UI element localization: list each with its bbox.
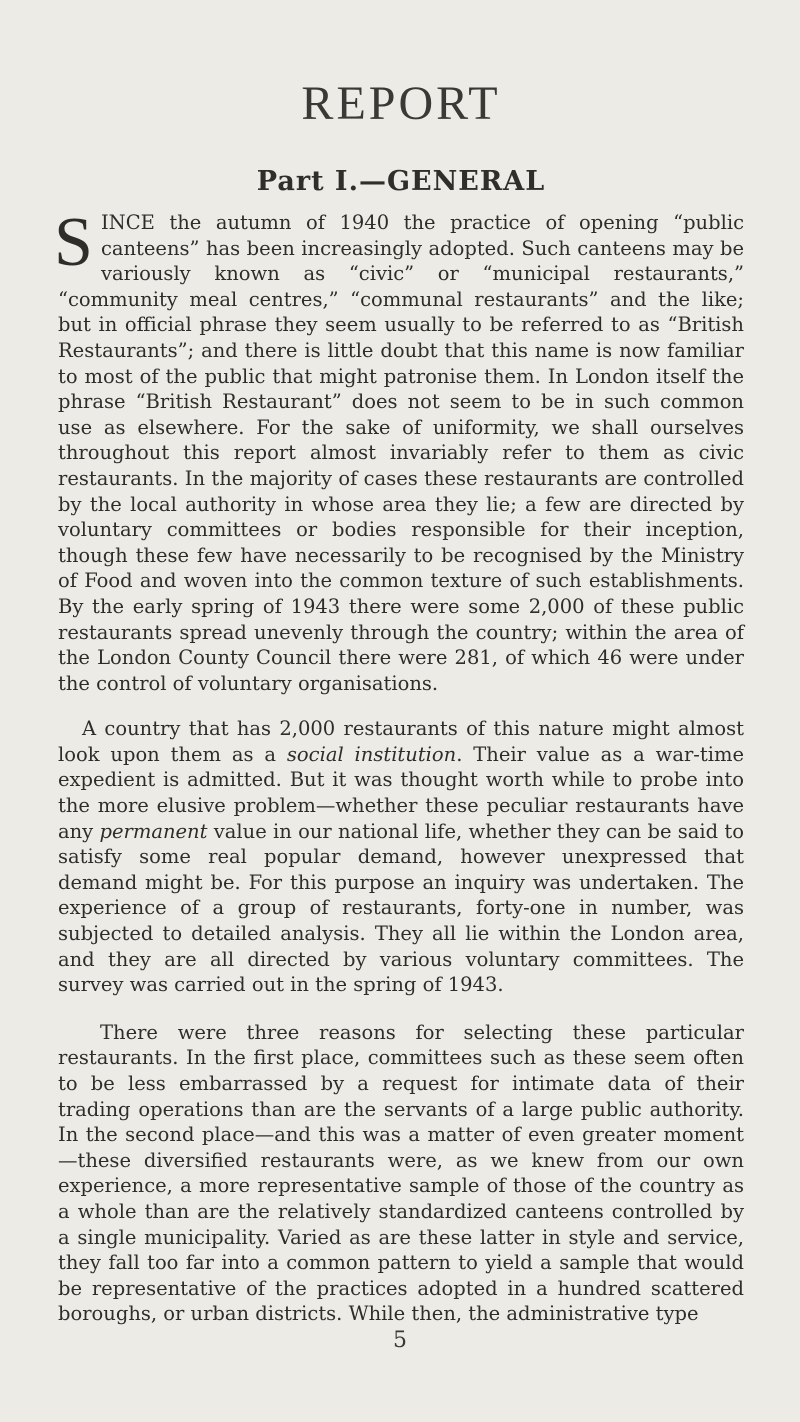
paragraph-1	[54, 204, 744, 696]
paragraph-2-emphasis-b: permanent	[99, 819, 208, 843]
page-number: 5	[393, 1328, 407, 1353]
paragraph-2-emphasis-a: social institution	[286, 742, 457, 766]
document-page	[0, 78, 800, 1422]
paragraph-2-text-b: . Their value as a war-time expedient is admitted. But it was thought worth while to probe into the more elusive problem—whether these peculiar restaurants have any	[58, 742, 744, 843]
report-title: REPORT	[301, 77, 501, 130]
paragraph-2-text-a: A country that has 2,000 restaurants of this nature might almost look upon them as a	[58, 717, 744, 766]
paragraph-2	[58, 716, 744, 998]
drop-cap: S	[54, 204, 93, 281]
paragraph-3: There were three reasons for selecting these particular restaurants. In the first place, committees such as these seem often to be less embarrassed by a request for intimate data of their trading operations than are the servants of a large public authority. In the second place—and this was a matter of even greater moment—these diversified restaurants were, as we knew from our own experience, a more representative sample of those of the country as a whole than are the relatively standardized canteens controlled by a single municipality. Varied as are these latter in style and service, they fall too far into a common pattern to yield a sample that would be representative of the practices adopted in a hundred scattered boroughs, or urban districts. While then, the administrative type	[58, 1020, 744, 1326]
paragraph-2-text-c: value in our national life, whether they can be said to satisfy some real popular demand, however unexpressed that demand might be. For this purpose an inquiry was undertaken. The experience of a group of restaurants, forty-one in number, was subjected to detailed analysis. They all lie within the London area, and they are all directed by various voluntary committees. The survey was carried out in the spring of 1943.	[58, 819, 744, 997]
paragraph-1-text: INCE the autumn of 1940 the practice of opening “public canteens” has been increasingly adopted. Such canteens may be variously known as “civic” or “municipal restaurants,” “community meal centres,” “communal restaurants” and the like; but in official phrase they seem usually to be referred to as “British Restaurants”; and there is little doubt that this name is now familiar to most of the public that might patronise them. In London itself the phrase “British Restaurant” does not seem to be in such common use as elsewhere. For the sake of uniformity, we shall ourselves throughout this report almost invariably refer to them as civic restaurants. In the majority of cases these restaurants are controlled by the local authority in whose area they lie; a few are directed by voluntary committees or bodies responsible for their inception, though these few have necessarily to be recognised by the Ministry of Food and woven into the common texture of such establishments. By the early spring of 1943 there were some 2,000 of these public restaurants spread unevenly through the country; within the area of the London County Council there were 281, of which 46 were under the control of voluntary organisations.	[58, 211, 744, 695]
part-heading: Part I.—GENERAL	[256, 166, 546, 197]
